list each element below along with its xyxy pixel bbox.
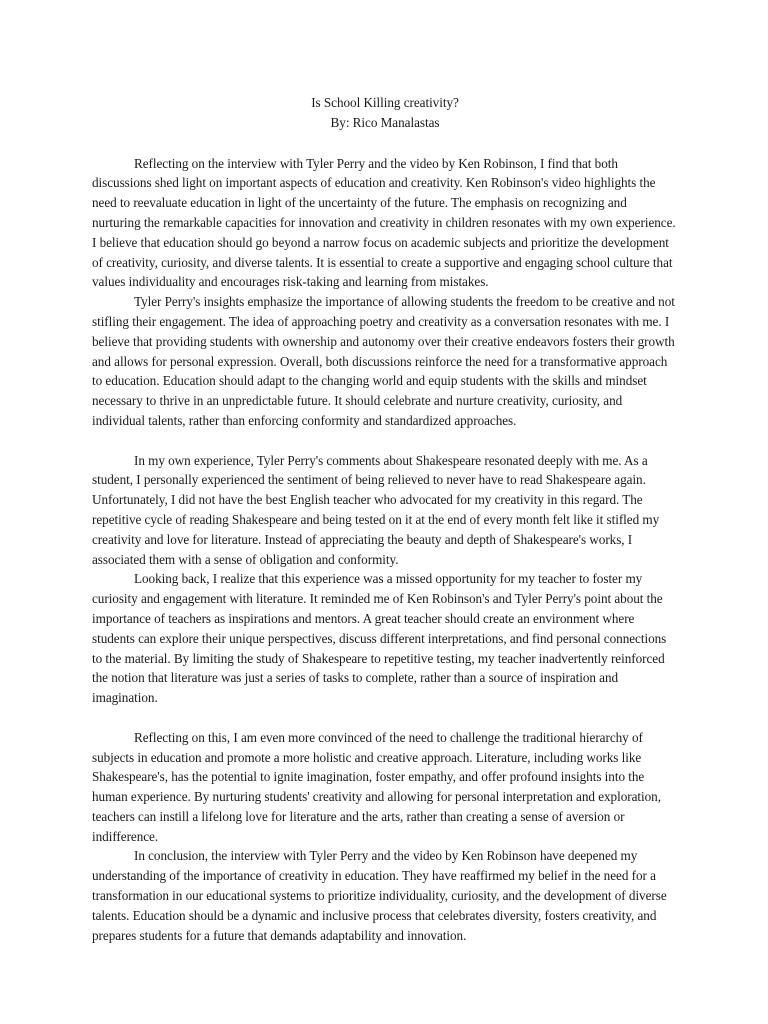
paragraph-3: In my own experience, Tyler Perry's comments about Shakespeare resonated deeply with me. As a student, I personally experienced the sentiment of being relieved to never have to read Shakespeare again. Unfortunately, I did not have the best English teacher who advocated for my creativity in this regard. The repetitive cycle of reading Shakespeare and being tested on it at the end of every month felt like it stifled my creativity and love for literature. Instead of appreciating the beauty and depth of Shakespeare's works, I associated them with a sense of obligation and conformity. <box>92 452 660 567</box>
paragraph-1: Reflecting on the interview with Tyler Perry and the video by Ken Robinson, I find that both discussions shed light on important aspects of education and creativity. Ken Robinson's video highlights the need to reevaluate education in light of the uncertainty of the future. The emphasis on recognizing and nurturing the remarkable capacities for innovation and creativity in children resonates with my own experience. I believe that education should go beyond a narrow focus on academic subjects and prioritize the development of creativity, curiosity, and diverse talents. It is essential to create a supportive and engaging school culture that values individuality and encourages risk-taking and learning from mistakes. <box>92 155 676 290</box>
document-title: Is School Killing creativity? <box>311 95 459 110</box>
paragraph-4: Looking back, I realize that this experience was a missed opportunity for my teacher to foster my curiosity and engagement with literature. It reminded me of Ken Robinson's and Tyler Perry's point about the importance of teachers as inspirations and mentors. A great teacher should create an environment where students can explore their unique perspectives, discuss different interpretations, and find personal connections to the material. By limiting the study of Shakespeare to repetitive testing, my teacher inadvertently reinforced the notion that literature was just a series of tasks to complete, rather than a source of inspiration and imagination. <box>92 571 667 706</box>
paragraph-gap <box>92 708 678 728</box>
paragraph-6: In conclusion, the interview with Tyler Perry and the video by Ken Robinson have deepened my understanding of the importance of creativity in education. They have reaffirmed my belief in the need for a transformation in our educational systems to prioritize individuality, curiosity, and the development of diverse talents. Education should be a dynamic and inclusive process that celebrates diversity, fosters creativity, and prepares students for a future that demands adaptability and innovation. <box>92 848 667 943</box>
document-byline: By: Rico Manalastas <box>330 114 440 130</box>
title-block <box>92 93 678 133</box>
paragraph-2: Tyler Perry's insights emphasize the importance of allowing students the freedom to be creative and not stifling their engagement. The idea of approaching poetry and creativity as a conversation resonates with me. I believe that providing students with ownership and autonomy over their creative endeavors fosters their growth and allows for personal expression. Overall, both discussions reinforce the need for a transformative approach to education. Education should adapt to the changing world and equip students with the skills and mindset necessary to thrive in an unpredictable future. It should celebrate and nurture creativity, curiosity, and individual talents, rather than enforcing conformity and standardized approaches. <box>92 294 675 428</box>
document-page <box>92 93 678 945</box>
paragraph-5: Reflecting on this, I am even more convinced of the need to challenge the traditional hierarchy of subjects in education and promote a more holistic and creative approach. Literature, including works like Shakespeare's, has the potential to ignite imagination, foster empathy, and offer profound insights into the human experience. By nurturing students' creativity and allowing for personal interpretation and exploration, teachers can instill a lifelong love for literature and the arts, rather than creating a sense of aversion or indifference. <box>92 729 661 844</box>
paragraph-gap <box>92 431 678 451</box>
